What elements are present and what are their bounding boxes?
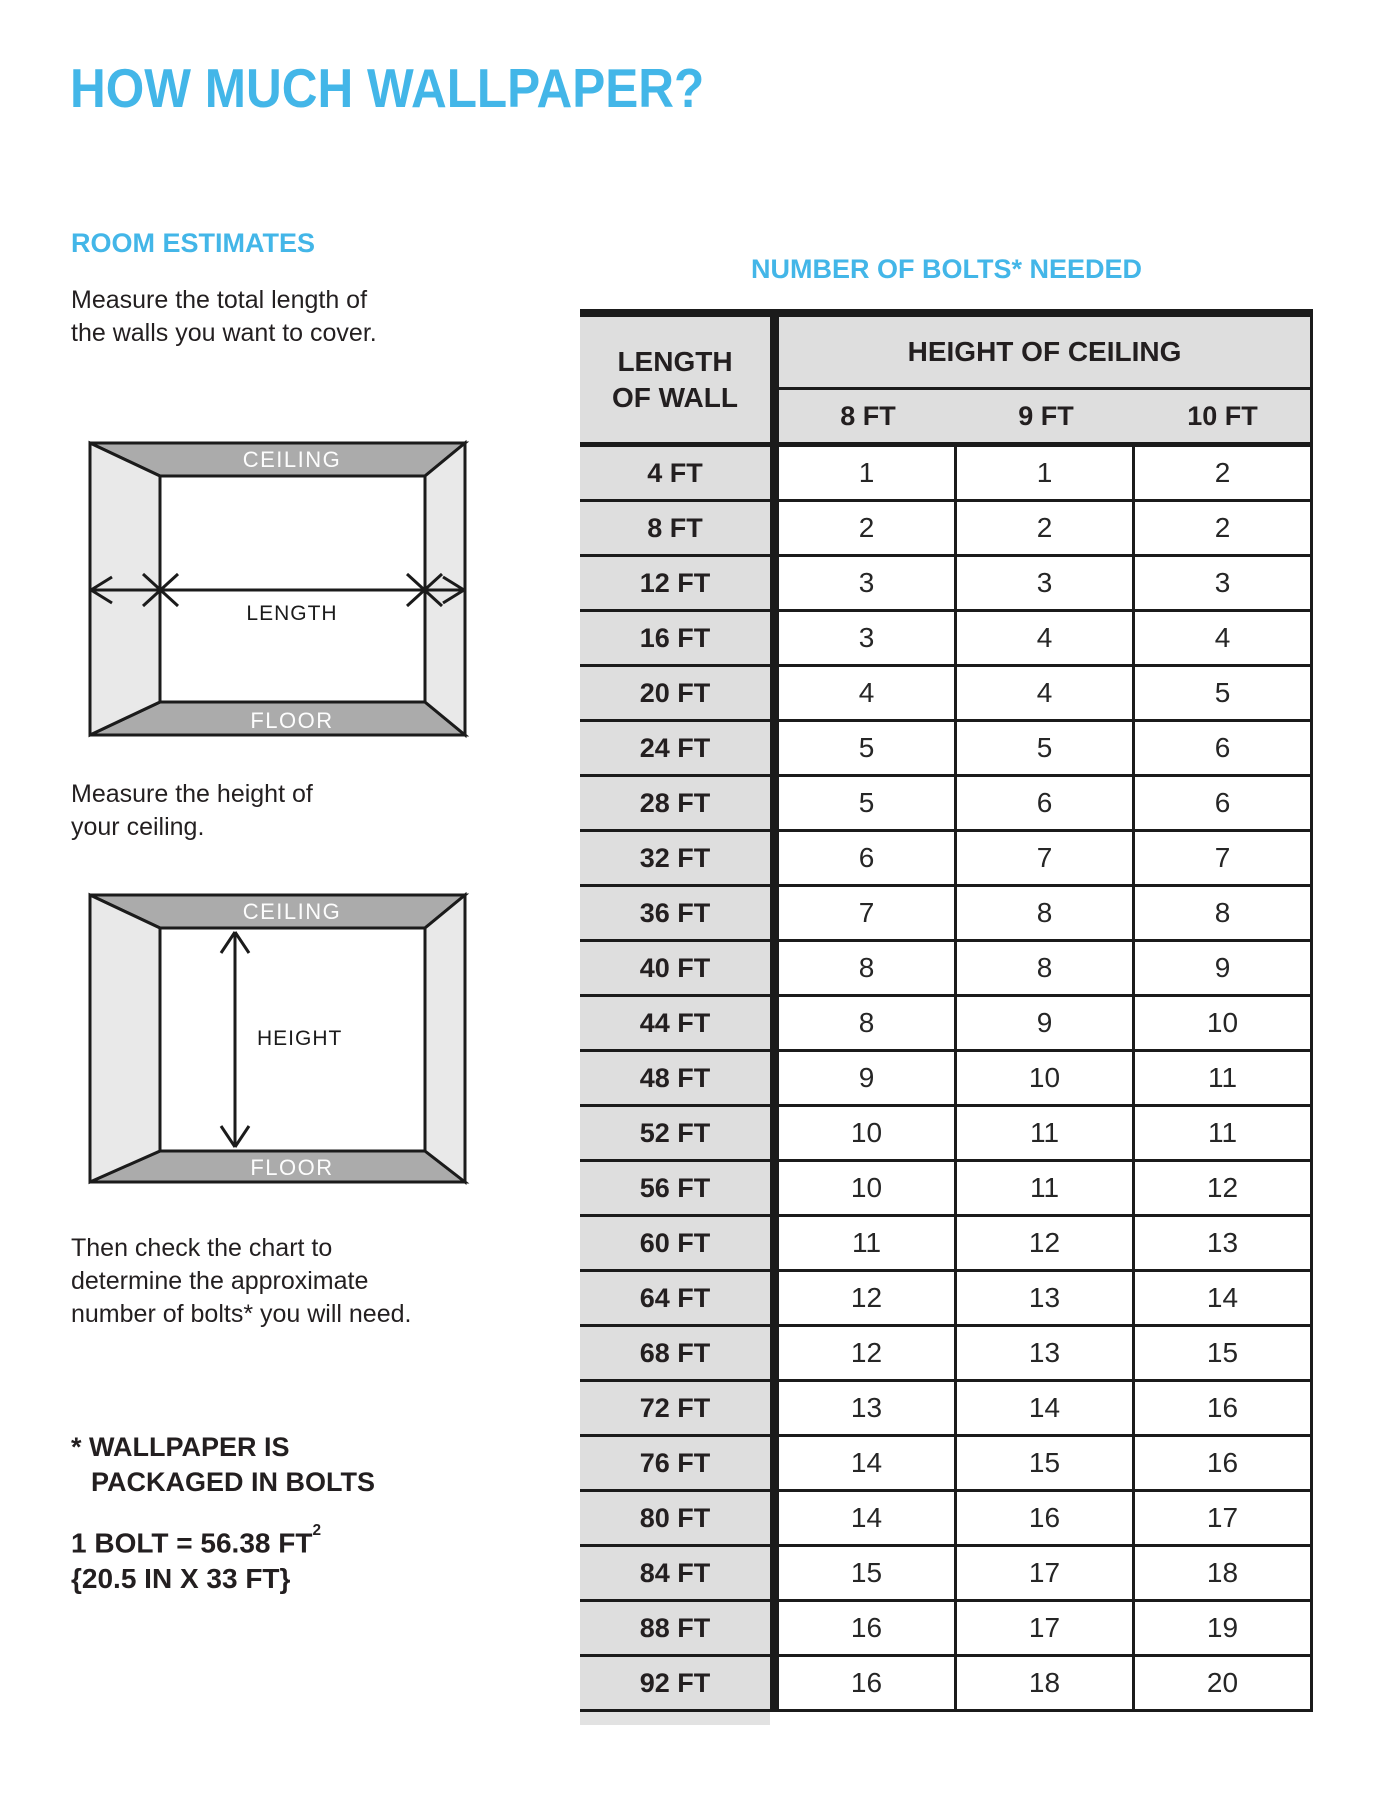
wall-length-cell: 28 FT	[580, 777, 779, 832]
bolt-count-cell: 4	[779, 667, 957, 722]
wall-length-cell: 20 FT	[580, 667, 779, 722]
bolt-count-cell: 3	[957, 557, 1135, 612]
bolt-size-note	[71, 1520, 321, 1597]
bolt-count-cell: 9	[957, 997, 1135, 1052]
bolt-count-cell: 12	[957, 1217, 1135, 1272]
bolt-count-cell: 3	[1135, 557, 1313, 612]
bolt-count-cell: 14	[1135, 1272, 1313, 1327]
floor-label: FLOOR	[250, 1155, 334, 1180]
bolt-count-cell: 8	[957, 942, 1135, 997]
col-header-9ft: 9 FT	[957, 390, 1135, 447]
step3-text: Then check the chart to determine the approximate number of bolts* you will need.	[71, 1234, 412, 1328]
bolt-count-cell: 10	[1135, 997, 1313, 1052]
wall-length-cell: 60 FT	[580, 1217, 779, 1272]
bolts-footnote: * WALLPAPER IS PACKAGED IN BOLTS	[71, 1432, 376, 1497]
height-of-ceiling-header: HEIGHT OF CEILING	[779, 317, 1313, 390]
bolt-count-cell: 12	[779, 1272, 957, 1327]
col-header-10ft: 10 FT	[1135, 390, 1313, 447]
first-column-tail	[580, 1712, 770, 1725]
bolt-dimensions: {20.5 IN X 33 FT}	[71, 1563, 291, 1595]
bolt-count-cell: 9	[779, 1052, 957, 1107]
bolt-count-cell: 6	[1135, 777, 1313, 832]
wall-length-cell: 56 FT	[580, 1162, 779, 1217]
ceiling-height-diagram	[85, 890, 470, 1187]
wall-length-cell: 92 FT	[580, 1657, 779, 1712]
wall-length-cell: 72 FT	[580, 1382, 779, 1437]
bolt-count-cell: 17	[957, 1602, 1135, 1657]
bolt-count-cell: 19	[1135, 1602, 1313, 1657]
step1-text: Measure the total length of the walls you want to cover.	[71, 286, 377, 347]
wall-length-cell: 84 FT	[580, 1547, 779, 1602]
bolt-count-cell: 11	[957, 1107, 1135, 1162]
bolt-count-cell: 11	[779, 1217, 957, 1272]
ceiling-label: CEILING	[242, 447, 342, 472]
bolt-count-cell: 10	[957, 1052, 1135, 1107]
bolt-count-cell: 13	[1135, 1217, 1313, 1272]
bolt-count-cell: 4	[957, 612, 1135, 667]
bolt-count-cell: 3	[779, 557, 957, 612]
bolt-count-cell: 14	[779, 1437, 957, 1492]
col-header-8ft: 8 FT	[779, 390, 957, 447]
step2-text: Measure the height of your ceiling.	[71, 780, 313, 841]
wall-length-cell: 16 FT	[580, 612, 779, 667]
bolt-count-cell: 18	[1135, 1547, 1313, 1602]
wall-length-cell: 4 FT	[580, 447, 779, 502]
floor-label: FLOOR	[250, 708, 334, 733]
bolt-count-cell: 18	[957, 1657, 1135, 1712]
wall-length-cell: 48 FT	[580, 1052, 779, 1107]
bolt-count-cell: 17	[957, 1547, 1135, 1602]
bolt-count-cell: 8	[1135, 887, 1313, 942]
wall-length-cell: 52 FT	[580, 1107, 779, 1162]
bolt-count-cell: 1	[957, 447, 1135, 502]
bolt-count-cell: 12	[779, 1327, 957, 1382]
wall-length-cell: 68 FT	[580, 1327, 779, 1382]
room-estimates-heading: ROOM ESTIMATES	[71, 228, 316, 258]
bolt-count-cell: 1	[779, 447, 957, 502]
bolt-count-cell: 10	[779, 1107, 957, 1162]
bolt-count-cell: 14	[779, 1492, 957, 1547]
wall-length-cell: 12 FT	[580, 557, 779, 612]
bolts-needed-heading: NUMBER OF BOLTS* NEEDED	[750, 254, 1142, 284]
bolt-count-cell: 9	[1135, 942, 1313, 997]
bolt-count-cell: 16	[779, 1657, 957, 1712]
wall-length-cell: 76 FT	[580, 1437, 779, 1492]
bolts-table-grid	[580, 309, 1313, 1712]
bolt-count-cell: 3	[779, 612, 957, 667]
bolt-count-cell: 5	[779, 777, 957, 832]
bolt-area: 1 BOLT = 56.38 FT	[71, 1527, 313, 1559]
bolt-count-cell: 8	[957, 887, 1135, 942]
bolt-count-cell: 6	[1135, 722, 1313, 777]
bolt-count-cell: 4	[1135, 612, 1313, 667]
bolt-count-cell: 2	[1135, 447, 1313, 502]
bolt-count-cell: 5	[1135, 667, 1313, 722]
wall-length-cell: 44 FT	[580, 997, 779, 1052]
bolt-count-cell: 7	[779, 887, 957, 942]
right-wall-panel	[425, 895, 465, 1182]
bolt-count-cell: 13	[779, 1382, 957, 1437]
wall-length-cell: 88 FT	[580, 1602, 779, 1657]
bolt-count-cell: 12	[1135, 1162, 1313, 1217]
wall-length-cell: 40 FT	[580, 942, 779, 997]
bolt-count-cell: 8	[779, 997, 957, 1052]
wall-length-cell: 80 FT	[580, 1492, 779, 1547]
bolt-count-cell: 5	[779, 722, 957, 777]
bolt-count-cell: 16	[1135, 1382, 1313, 1437]
bolt-count-cell: 16	[779, 1602, 957, 1657]
bolt-count-cell: 11	[1135, 1052, 1313, 1107]
bolt-count-cell: 14	[957, 1382, 1135, 1437]
bolt-count-cell: 20	[1135, 1657, 1313, 1712]
bolt-count-cell: 10	[779, 1162, 957, 1217]
bolt-count-cell: 6	[779, 832, 957, 887]
bolt-count-cell: 15	[779, 1547, 957, 1602]
bolt-count-cell: 17	[1135, 1492, 1313, 1547]
wall-length-cell: 24 FT	[580, 722, 779, 777]
squared-exponent: 2	[312, 1522, 322, 1540]
page-title: HOW MUCH WALLPAPER?	[70, 57, 705, 119]
left-wall-panel	[90, 895, 160, 1182]
wall-length-cell: 36 FT	[580, 887, 779, 942]
bolt-count-cell: 11	[1135, 1107, 1313, 1162]
bolt-count-cell: 13	[957, 1272, 1135, 1327]
room-length-diagram	[85, 438, 470, 740]
wall-length-cell: 32 FT	[580, 832, 779, 887]
bolt-count-cell: 5	[957, 722, 1135, 777]
bolt-count-cell: 2	[779, 502, 957, 557]
bolt-count-cell: 11	[957, 1162, 1135, 1217]
wall-length-cell: 64 FT	[580, 1272, 779, 1327]
length-label: LENGTH	[246, 602, 338, 625]
height-label: HEIGHT	[257, 1027, 343, 1050]
bolt-count-cell: 2	[957, 502, 1135, 557]
bolts-table	[580, 309, 1313, 1712]
ceiling-label: CEILING	[242, 899, 342, 924]
bolt-count-cell: 15	[1135, 1327, 1313, 1382]
bolt-count-cell: 16	[1135, 1437, 1313, 1492]
bolt-count-cell: 8	[779, 942, 957, 997]
length-of-wall-header: LENGTH OF WALL	[580, 317, 779, 447]
bolt-count-cell: 15	[957, 1437, 1135, 1492]
bolt-count-cell: 16	[957, 1492, 1135, 1547]
wall-length-cell: 8 FT	[580, 502, 779, 557]
bolt-count-cell: 7	[957, 832, 1135, 887]
bolt-count-cell: 4	[957, 667, 1135, 722]
bolt-count-cell: 7	[1135, 832, 1313, 887]
bolt-count-cell: 6	[957, 777, 1135, 832]
bolt-count-cell: 2	[1135, 502, 1313, 557]
bolt-count-cell: 13	[957, 1327, 1135, 1382]
